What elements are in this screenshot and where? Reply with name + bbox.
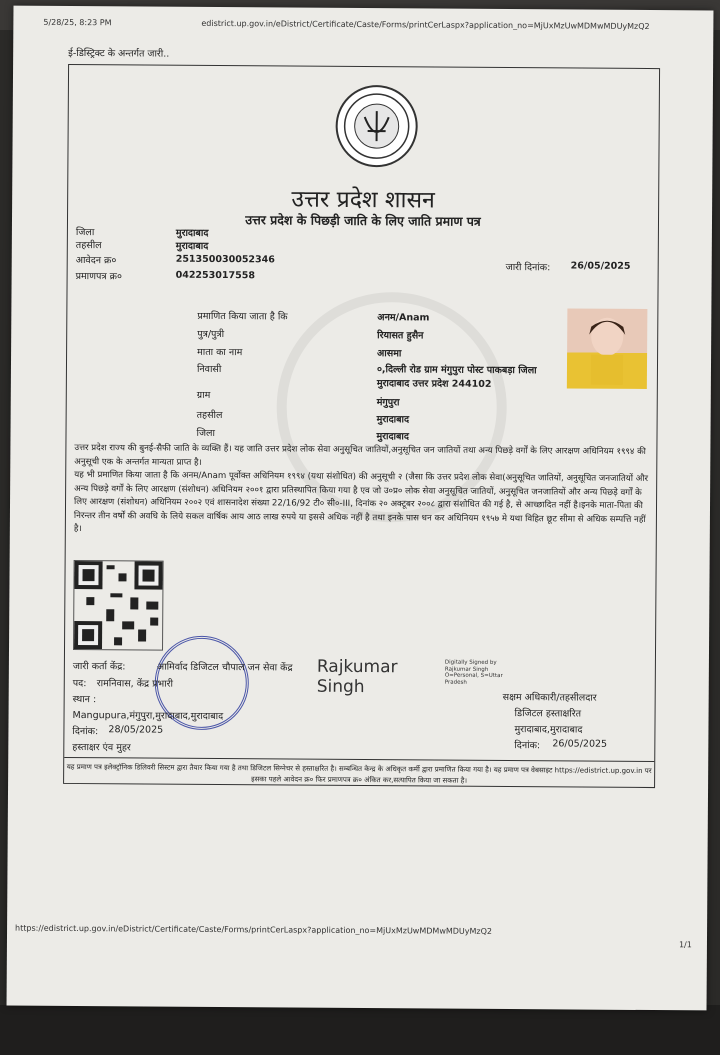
applicant-photo: [567, 308, 648, 389]
village-value: मंगुपुरा: [376, 397, 400, 409]
district-label: जिला: [75, 227, 95, 239]
verification-footnote: यह प्रमाण पत्र इलेक्ट्रॉनिक डिलिवरी सिस्टम द्वारा तैयार किया गया है तथा डिजिटल सिग्नेचर से हस्ताक्षरित है। सम्बन्धित केन्द्र के अधिकृत कर्मी द्वारा प्रमाणित किया गया है। यह प्रमाण पत्र वेबसाइट https://edistrict.up.gov.in पर इसका पहले आवेदन क्र० फिर प्रमाणपत्र क्र० अंकित कर,सत्यापित किया जा सकता है।: [64, 757, 654, 788]
date-value: 28/05/2025: [108, 724, 164, 736]
sign-seal-label: हस्ताक्षर एंव मुहर: [72, 741, 131, 754]
village-label: ग्राम: [196, 389, 211, 401]
digital-signature-note: Digitally Signed by Rajkumar Singh O=Personal, S=Uttar Pradesh: [444, 659, 503, 686]
post-label: पद:: [72, 677, 87, 690]
officer-signature: डिजिटल हस्ताक्षरित: [514, 708, 582, 720]
place-label: स्थान :: [72, 693, 97, 706]
qr-code: [73, 560, 164, 651]
issued-by-value: आमिर्वाद डिजिटल चौपाल जन सेवा केंद्र: [156, 661, 293, 674]
paragraph-caste: उत्तर प्रदेश राज्य की बुनई-सैफी जाति के व्यक्ति हैं। यह जाति उत्तर प्रदेश लोक सेवा अनुसूचित जातियों,अनुसूचित जन जातियों तथा अन्य पिछड़े वर्गों के लिए आरक्षण अधिनियम १९९४ की अनुसूची एक के अन्तर्गत मान्यता प्राप्त है।: [74, 443, 646, 468]
certify-label: प्रमाणित किया जाता है कि: [197, 310, 288, 323]
mother-label: माता का नाम: [197, 346, 243, 359]
paragraph-certification: यह भी प्रमाणित किया जाता है कि अनम/Anam पूर्वोक्त अधिनियम १९९४ (यथा संशोधित) की अनुसूची २ (जैसा कि उत्तर प्रदेश लोक सेवा(अनुसूचित जातियों, अनुसूचित जनजातियों और अन्य पिछड़े वर्गों के लिए आरक्षण (संशोधन) अधिनियम २००१ द्वारा प्रतिस्थापित किया गया है एव जो उ०प्र० लोक सेवा अनुसूचित जातियों, अनुसूचित जनजातियों और अन्य पिछड़े वर्गों के लिए आरक्षण (संशोधन) अधिनियम २००२ एवं शासनादेश संख्या 22/16/92 टी० सी०-III, दिनांक २० अक्टूबर २००८ द्वारा संशोधित की गई है, से आच्छादित नहीं है।इनके माता-पिता की निरन्तर तीन वर्षों की अवधि के लिये सकल वार्षिक आय आठ लाख रुपये या इससे अधिक नहीं है तथा इनके पास धन कर अधिनियम १९५७ मे यथा विहित छूट सीमा से अधिक सम्पत्ति नहीं है।: [73, 470, 649, 535]
certificate-subtitle: उत्तर प्रदेश के पिछड़ी जाति के लिए जाति प्रमाण पत्र: [245, 212, 481, 229]
top-note: ई-डिस्ट्रिक्ट के अन्तर्गत जारी..: [68, 47, 170, 60]
certificate-number: 042253017558: [175, 269, 255, 282]
district2-value: मुरादाबाद: [376, 431, 410, 443]
residence-label: निवासी: [196, 363, 222, 376]
footer-url: https://edistrict.up.gov.in/eDistrict/Certificate/Caste/Forms/printCerLaspx?application_no=MjUxMzUwMDMwMDUyMzQ2: [15, 923, 493, 936]
application-label: आवेदन क्र०: [75, 255, 117, 267]
certificate-title: उत्तर प्रदेश शासन: [291, 186, 435, 214]
print-url: edistrict.up.gov.in/eDistrict/Certificate/Caste/Forms/printCerLaspx?application_no=MjUxMzUwMDMwMDUyMzQ2: [201, 18, 650, 32]
print-datetime: 5/28/25, 8:23 PM: [43, 17, 112, 28]
issue-date-label: जारी दिनांक:: [505, 262, 551, 274]
date-label: दिनांक:: [72, 725, 99, 738]
officer-place: मुरादाबाद,मुरादाबाद: [514, 724, 583, 736]
officer-date-label: दिनांक:: [514, 740, 541, 752]
father-name: रियासत हुसैन: [377, 330, 424, 342]
father-label: पुत्र/पुत्री: [197, 328, 225, 341]
tehsil-value: मुरादाबाद: [175, 240, 209, 252]
district2-label: जिला: [196, 427, 215, 439]
officer-title: सक्षम अधिकारी/तहसीलदार: [502, 692, 597, 704]
holder-name: अनम/Anam: [377, 312, 430, 324]
mother-name: आसमा: [377, 348, 402, 360]
district-value: मुरादाबाद: [175, 227, 209, 239]
tehsil2-label: तहसील: [196, 409, 223, 422]
issue-date: 26/05/2025: [570, 260, 631, 272]
post-value: रामनिवास, केंद्र प्रभारी: [96, 678, 174, 690]
up-emblem-icon: [335, 85, 418, 168]
background-bottom: [0, 1005, 720, 1055]
tehsil2-value: मुरादाबाद: [376, 414, 410, 426]
certificate-label: प्रमाणपत्र क्र०: [75, 271, 122, 283]
certificate-frame: [63, 64, 660, 788]
tehsil-label: तहसील: [75, 240, 102, 252]
application-number: 251350030052346: [175, 253, 275, 266]
officer-date: 26/05/2025: [552, 738, 608, 750]
printed-page: [7, 6, 714, 1011]
digital-signature-name: Rajkumar Singh: [316, 656, 398, 698]
place-value: Mangupura,मंगुपुरा,मुरादाबाद,मुरादाबाद: [72, 709, 224, 723]
page-count: 1/1: [678, 940, 692, 950]
residence-address: ०,दिल्ली रोड ग्राम मंगुपुरा पोस्ट पाकबड़ा जिला मुरादाबाद उत्तर प्रदेश 244102: [376, 364, 537, 390]
issued-by-label: जारी कर्ता केंद्र:: [72, 660, 126, 673]
